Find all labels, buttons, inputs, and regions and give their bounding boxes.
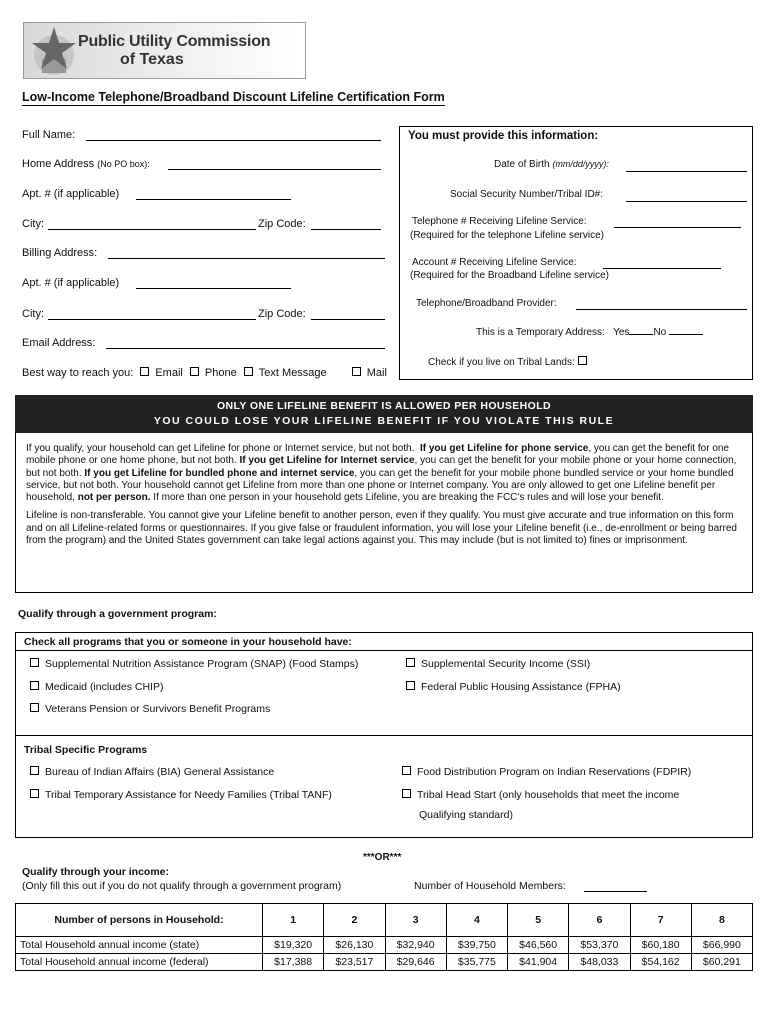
persons-col: 8: [691, 904, 752, 937]
text-message-checkbox[interactable]: [244, 367, 253, 376]
zip-label-2: Zip Code:: [258, 308, 306, 320]
bia-option[interactable]: Bureau of Indian Affairs (BIA) General Assistance: [30, 766, 274, 778]
income-cell: $60,180: [630, 937, 691, 954]
head-start-line-2: Qualifying standard): [419, 809, 513, 821]
tribal-tanf-option[interactable]: Tribal Temporary Assistance for Needy Families (Tribal TANF): [30, 789, 332, 801]
income-cell: $39,750: [446, 937, 507, 954]
persons-col: 3: [385, 904, 446, 937]
household-members-field[interactable]: [584, 891, 647, 892]
row-label: Total Household annual income (federal): [16, 954, 263, 971]
income-note: (Only fill this out if you do not qualify through a government program): [22, 880, 342, 892]
bia-checkbox[interactable]: [30, 766, 39, 775]
income-cell: $66,990: [691, 937, 752, 954]
income-cell: $23,517: [324, 954, 385, 971]
income-cell: $54,162: [630, 954, 691, 971]
rules-paragraph-1: If you qualify, your household can get Lifeline for phone or Internet service, but not both. If you get Lifeline for phone service, you can get the benefit for one mobile phone or one home phone, but not both. If you get Lifeline for Internet service, you can get the benefit for your mobile phone or your home connection, but not both. If you get Lifeline for bundled phone and internet service, you can get the benefit for your mobile phone bundled service or your home bundled service, but not both. Your household cannot get Lifeline from more than one phone or Internet company. You are only allowed to get one Lifeline benefit per household, not per person. If more than one person in your household gets Lifeline, you are breaking the FCC's rules and will lose your benefit.: [26, 443, 737, 504]
email-checkbox[interactable]: [140, 367, 149, 376]
apt-field-2[interactable]: [136, 288, 291, 289]
mail-checkbox[interactable]: [352, 367, 361, 376]
email-address-field[interactable]: [106, 348, 385, 349]
temp-address-row: This is a Temporary Address: Yes No: [476, 327, 703, 338]
zip-label-1: Zip Code:: [258, 218, 306, 230]
income-cell: $29,646: [385, 954, 446, 971]
phone-checkbox[interactable]: [190, 367, 199, 376]
tribal-head-start-option[interactable]: Tribal Head Start (only households that meet the income: [402, 789, 679, 801]
income-heading: Qualify through your income:: [22, 866, 170, 878]
gov-program-heading: Qualify through a government program:: [18, 608, 217, 620]
apt-field-1[interactable]: [136, 199, 291, 200]
home-address-field[interactable]: [168, 169, 381, 170]
billing-address-field[interactable]: [108, 258, 385, 259]
persons-col: 2: [324, 904, 385, 937]
income-cell: $32,940: [385, 937, 446, 954]
email-address-label: Email Address:: [22, 337, 96, 349]
income-cell: $41,904: [508, 954, 569, 971]
tribal-lands-row: Check if you live on Tribal Lands:: [428, 356, 593, 368]
ssi-checkbox[interactable]: [406, 658, 415, 667]
tribal-programs-heading: Tribal Specific Programs: [24, 744, 148, 756]
billing-address-label: Billing Address:: [22, 247, 98, 259]
dob-label: Date of Birth (mm/dd/yyyy):: [494, 159, 609, 170]
income-table-header: [16, 904, 753, 937]
banner-line-1: ONLY ONE LIFELINE BENEFIT IS ALLOWED PER HOUSEHOLD: [216, 400, 552, 412]
row-label: Total Household annual income (state): [16, 937, 263, 954]
zip-field-1[interactable]: [311, 229, 381, 230]
medicaid-option[interactable]: Medicaid (includes CHIP): [30, 681, 163, 693]
city-label-2: City:: [22, 308, 44, 320]
tribal-lands-checkbox[interactable]: [578, 356, 587, 365]
best-way-row: [22, 367, 387, 379]
zip-field-2[interactable]: [311, 319, 385, 320]
table-row: [16, 954, 753, 971]
text-message-option-label: Text Message: [258, 367, 327, 379]
dob-field[interactable]: [626, 171, 747, 172]
rules-text-box: [15, 433, 753, 593]
banner-line-2: YOU COULD LOSE YOUR LIFELINE BENEFIT IF YOU VIOLATE THIS RULE: [153, 415, 615, 427]
telephone-note: (Required for the telephone Lifeline service): [410, 230, 604, 241]
table-row: [16, 937, 753, 954]
veterans-checkbox[interactable]: [30, 703, 39, 712]
fdpir-option[interactable]: Food Distribution Program on Indian Reservations (FDPIR): [402, 766, 691, 778]
persons-col: 4: [446, 904, 507, 937]
required-info-heading: You must provide this information:: [408, 130, 599, 142]
required-info-box: [399, 126, 753, 380]
income-cell: $53,370: [569, 937, 630, 954]
form-title: Low-Income Telephone/Broadband Discount Lifeline Certification Form: [22, 90, 445, 104]
home-address-label: Home Address (No PO box):: [22, 158, 150, 170]
temp-no-field[interactable]: [669, 334, 703, 335]
income-cell: $17,388: [263, 954, 324, 971]
tribal-head-start-checkbox[interactable]: [402, 789, 411, 798]
income-cell: $35,775: [446, 954, 507, 971]
phone-option-label: Phone: [204, 367, 237, 379]
gov-programs-box: [15, 632, 753, 838]
veterans-option[interactable]: Veterans Pension or Survivors Benefit Programs: [30, 703, 270, 715]
full-name-label: Full Name:: [22, 129, 76, 141]
snap-option[interactable]: Supplemental Nutrition Assistance Program (SNAP) (Food Stamps): [30, 658, 358, 670]
apt-label-1: Apt. # (if applicable): [22, 188, 120, 200]
provider-field[interactable]: [576, 309, 747, 310]
ssi-option[interactable]: Supplemental Security Income (SSI): [406, 658, 590, 670]
persons-col: 6: [569, 904, 630, 937]
or-divider: ***OR***: [363, 852, 402, 863]
city-field-2[interactable]: [48, 319, 256, 320]
ssn-label: Social Security Number/Tribal ID#:: [450, 189, 604, 200]
mail-option-label: Mail: [366, 367, 387, 379]
persons-col: 1: [263, 904, 324, 937]
fpha-option[interactable]: Federal Public Housing Assistance (FPHA): [406, 681, 621, 693]
city-label-1: City:: [22, 218, 44, 230]
best-way-label: Best way to reach you:: [22, 367, 134, 379]
telephone-number-field[interactable]: [614, 227, 741, 228]
rules-paragraph-2: Lifeline is non-transferable. You cannot give your Lifeline benefit to another person, even if they qualify. You must give accurate and true information on this form and on all Lifeline-related forms or questionnaires. If you give false or fraudulent information, you will lose your Lifeline benefit (i.e., de-enrollment or being barred from the program) and the United States government can take legal actions against you. This may include (but is not limited to) fines or imprisonment.: [26, 510, 737, 547]
full-name-field[interactable]: [86, 140, 381, 141]
fdpir-checkbox[interactable]: [402, 766, 411, 775]
income-cell: $19,320: [263, 937, 324, 954]
account-number-field[interactable]: [603, 268, 721, 269]
tribal-tanf-checkbox[interactable]: [30, 789, 39, 798]
income-cell: $46,560: [508, 937, 569, 954]
persons-col: 5: [508, 904, 569, 937]
provider-label: Telephone/Broadband Provider:: [416, 298, 557, 309]
puc-texas-logo: [23, 22, 306, 79]
income-cell: $26,130: [324, 937, 385, 954]
logo-line-1: Public Utility Commission: [78, 33, 271, 50]
account-number-label: Account # Receiving Lifeline Service:: [412, 257, 577, 268]
check-all-heading: Check all programs that you or someone in your household have:: [24, 636, 352, 648]
logo-line-2: of Texas: [120, 51, 184, 68]
medicaid-checkbox[interactable]: [30, 681, 39, 690]
income-cell: $48,033: [569, 954, 630, 971]
email-option-label: Email: [155, 367, 183, 379]
account-note: (Required for the Broadband Lifeline service): [410, 270, 609, 281]
household-members-label: Number of Household Members:: [414, 880, 566, 892]
income-cell: $60,291: [691, 954, 752, 971]
fpha-checkbox[interactable]: [406, 681, 415, 690]
temp-yes-field[interactable]: [629, 334, 653, 335]
snap-checkbox[interactable]: [30, 658, 39, 667]
city-field-1[interactable]: [48, 229, 256, 230]
ssn-field[interactable]: [626, 201, 747, 202]
persons-col: 7: [630, 904, 691, 937]
persons-header: Number of persons in Household:: [16, 904, 263, 937]
income-table: [15, 903, 753, 971]
apt-label-2: Apt. # (if applicable): [22, 277, 120, 289]
telephone-number-label: Telephone # Receiving Lifeline Service:: [412, 216, 587, 227]
one-benefit-banner: [15, 395, 753, 433]
